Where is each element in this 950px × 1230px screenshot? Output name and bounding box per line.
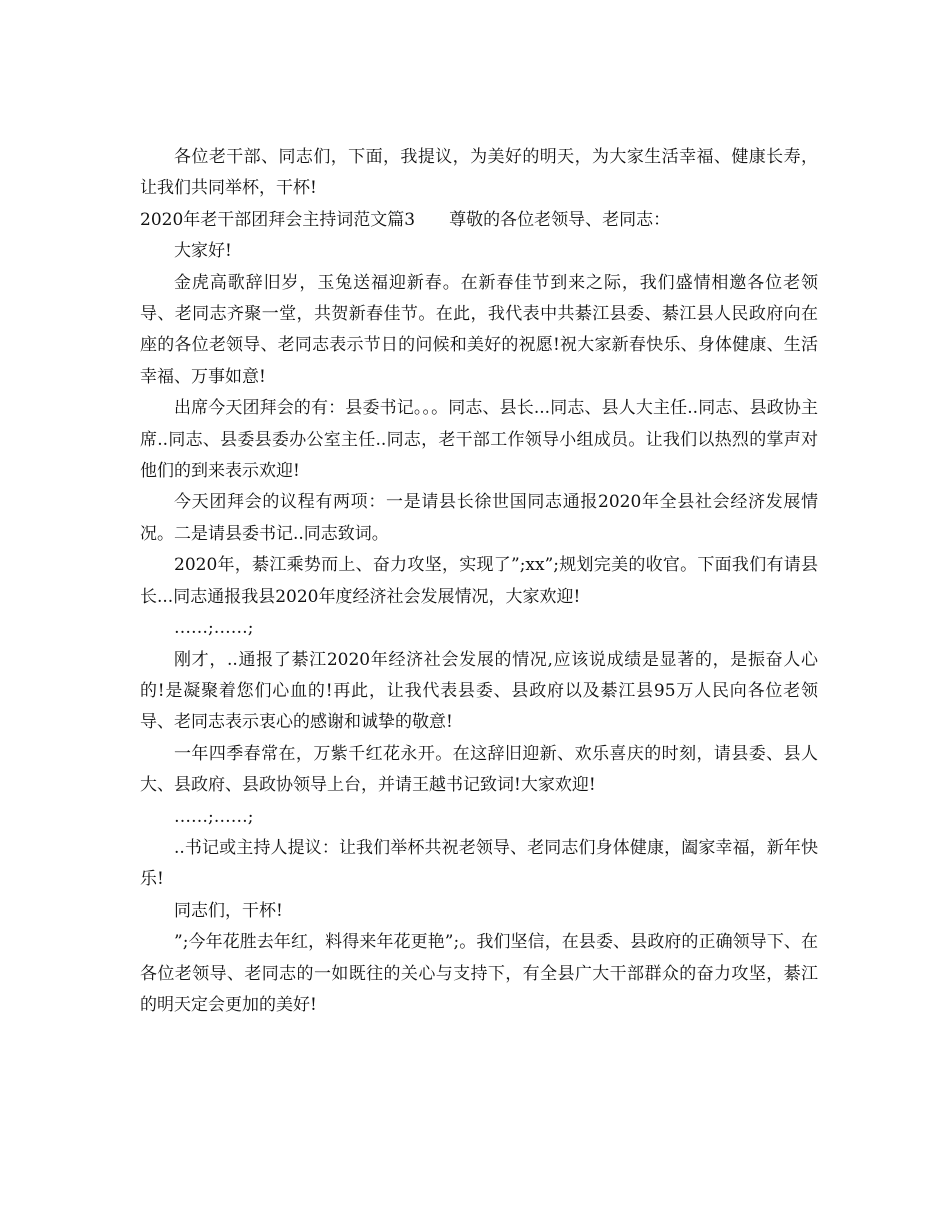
paragraph-economic-report: 2020年，綦江乘势而上、奋力攻坚，实现了”;xx”;规划完美的收官。下面我们有请县长...同志通报我县2020年度经济社会发展情况，大家欢迎! (140, 555, 818, 607)
document-body (140, 142, 818, 1021)
paragraph-invite-leaders: 一年四季春常在，万紫千红花永开。在这辞旧迎新、欢乐喜庆的时刻，请县委、县人大、县政府、县政协领导上台，并请王越书记致词!大家欢迎! (140, 743, 818, 796)
paragraph-agenda: 今天团拜会的议程有两项：一是请县长徐世国同志通报2020年全县社会经济发展情况。二是请县委书记..同志致词。 (140, 492, 818, 544)
paragraph-toast-proposal: 各位老干部、同志们，下面，我提议，为美好的明天，为大家生活幸福、健康长寿，让我们共同举杯，干杯! (140, 147, 818, 199)
paragraph-gratitude: 刚才，..通报了綦江2020年经济社会发展的情况,应该说成绩是显著的，是振奋人心的!是凝聚着您们心血的!再此，让我代表县委、县政府以及綦江县95万人民向各位老领导、老同志表示衷心的感谢和诚挚的敬意! (140, 649, 818, 733)
paragraph-toast-suggestion: ..书记或主持人提议：让我们举杯共祝老领导、老同志们身体健康，阖家幸福，新年快乐! (140, 837, 818, 890)
paragraph-ellipsis-1: ……;……; (174, 618, 254, 639)
paragraph-cheers: 同志们，干杯! (174, 900, 283, 921)
paragraph-new-year-welcome: 金虎高歌辞旧岁，玉兔送福迎新春。在新春佳节到来之际，我们盛情相邀各位老领导、老同志齐聚一堂，共贺新春佳节。在此，我代表中共綦江县委、綦江县人民政府向在座的各位老领导、老同志表示节日的问候和美好的祝愿!祝大家新春快乐、身体健康、生活幸福、万事如意! (140, 272, 818, 387)
section-heading: 2020年老干部团拜会主持词范文篇3 尊敬的各位老领导、老同志： (140, 209, 671, 230)
paragraph-attendees: 出席今天团拜会的有：县委书记。。。同志、县长...同志、县人大主任..同志、县政协主席..同志、县委县委办公室主任..同志，老干部工作领导小组成员。让我们以热烈的掌声对他们的到来表示欢迎! (140, 398, 818, 482)
paragraph-closing: ”;今年花胜去年红，料得来年花更艳”;。我们坚信，在县委、县政府的正确领导下、在各位老领导、老同志的一如既往的关心与支持下，有全县广大干部群众的奋力攻坚，綦江的明天定会更加的美好! (140, 932, 818, 1015)
paragraph-ellipsis-2: ……;……; (174, 806, 254, 827)
paragraph-greeting: 大家好! (174, 241, 232, 262)
